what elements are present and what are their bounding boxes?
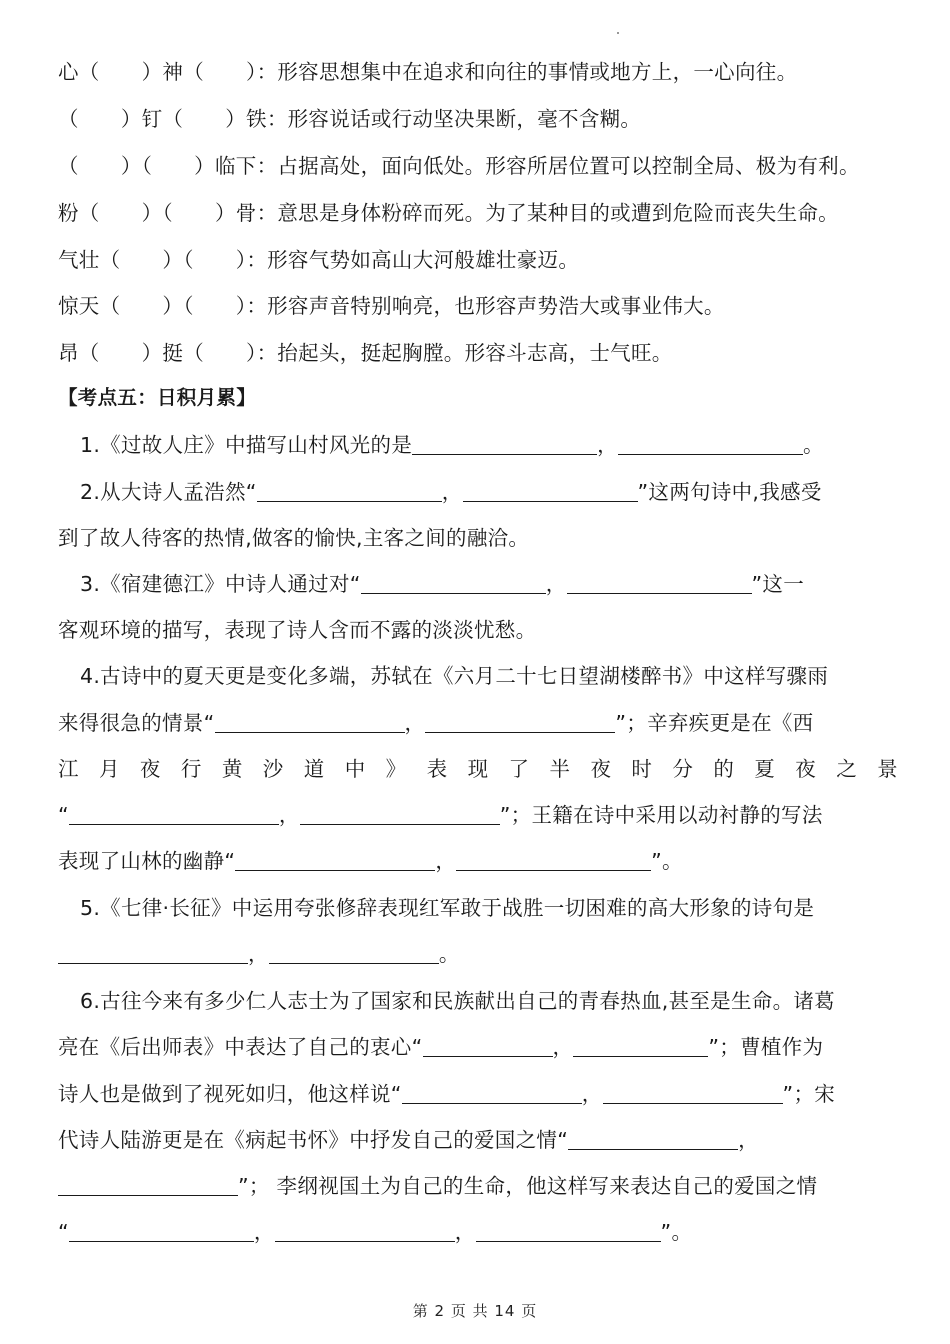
idiom-blank[interactable] <box>204 58 246 82</box>
idiom-line-2: （ ）钉（ ）铁：形容说话或行动坚决果断，毫不含糊。 <box>58 107 642 131</box>
idiom-blank[interactable] <box>173 199 215 223</box>
question-4-line-1: 4.古诗中的夏天更是变化多端，苏轼在《六月二十七日望湖楼醉书》中这样写骤雨 <box>80 664 829 688</box>
answer-blank[interactable] <box>69 800 279 825</box>
answer-blank[interactable] <box>423 1032 553 1057</box>
answer-blank[interactable] <box>618 430 803 455</box>
answer-blank[interactable] <box>402 1079 582 1104</box>
answer-blank[interactable] <box>567 569 752 594</box>
idiom-blank[interactable] <box>120 246 162 270</box>
answer-blank[interactable] <box>361 569 546 594</box>
question-2-line-1: 2.从大诗人孟浩然“ ， ”这两句诗中,我感受 <box>80 472 898 512</box>
answer-blank[interactable] <box>58 939 248 964</box>
answer-blank[interactable] <box>603 1079 783 1104</box>
idiom-line-7: 昂（ ）挺（ ）：抬起头，挺起胸膛。形容斗志高，士气旺。 <box>58 341 673 365</box>
question-1: 1.《过故人庄》中描写山村风光的是 ， 。 <box>80 425 898 465</box>
question-2-line-2: 到了故人待客的热情,做客的愉快,主客之间的融洽。 <box>58 526 530 550</box>
answer-blank[interactable] <box>425 708 615 733</box>
answer-blank[interactable] <box>476 1217 661 1242</box>
idiom-blank[interactable] <box>100 339 142 363</box>
idiom-blank[interactable] <box>204 339 246 363</box>
answer-blank[interactable] <box>300 800 500 825</box>
answer-blank[interactable] <box>215 708 405 733</box>
answer-blank[interactable] <box>573 1032 708 1057</box>
answer-blank[interactable] <box>412 430 597 455</box>
question-3-line-2: 客观环境的描写，表现了诗人含而不露的淡淡忧愁。 <box>58 618 537 642</box>
question-4-line-3: 江月夜行黄沙道中》表现了半夜时分的夏夜之景 <box>58 757 898 781</box>
question-5-line-2: ， 。 <box>58 934 898 974</box>
idiom-blank[interactable] <box>79 152 121 176</box>
page-number: 第 2 页 共 14 页 <box>412 1302 538 1320</box>
idiom-blank[interactable] <box>183 105 225 129</box>
answer-blank[interactable] <box>463 477 638 502</box>
idiom-line-3: （ ）（ ）临下：占据高处，面向低处。形容所居位置可以控制全局、极为有利。 <box>58 154 860 178</box>
question-3-line-1: 3.《宿建德江》中诗人通过对“ ， ”这一 <box>80 564 898 604</box>
idiom-blank[interactable] <box>79 105 121 129</box>
question-4-line-2: 来得很急的情景“ ， ”；辛弃疾更是在《西 <box>58 703 898 743</box>
answer-blank[interactable] <box>69 1217 254 1242</box>
idiom-line-6: 惊天（ ）（ ）：形容声音特别响亮，也形容声势浩大或事业伟大。 <box>58 294 725 318</box>
idiom-blank[interactable] <box>100 58 142 82</box>
answer-blank[interactable] <box>257 477 442 502</box>
answer-blank[interactable] <box>58 1171 238 1196</box>
idiom-blank[interactable] <box>194 292 236 316</box>
idiom-line-5: 气壮（ ）（ ）：形容气势如高山大河般雄壮豪迈。 <box>58 248 580 272</box>
answer-blank[interactable] <box>235 846 435 871</box>
question-6-line-6: “ ， ， ”。 <box>58 1212 898 1252</box>
idiom-blank[interactable] <box>194 246 236 270</box>
question-6-line-5: ”； 李纲视国土为自己的生命，他这样写来表达自己的爱国之情 <box>58 1166 898 1206</box>
answer-blank[interactable] <box>275 1217 455 1242</box>
question-6-line-3: 诗人也是做到了视死如归，他这样说“ ， ”；宋 <box>58 1074 898 1114</box>
answer-blank[interactable] <box>456 846 651 871</box>
section-title: 【考点五：日积月累】 <box>58 386 257 409</box>
question-6-line-1: 6.古往今来有多少仁人志士为了国家和民族献出自己的青春热血,甚至是生命。诸葛 <box>80 989 835 1013</box>
idiom-blank[interactable] <box>120 292 162 316</box>
question-4-line-4: “ ， ”；王籍在诗中采用以动衬静的写法 <box>58 795 898 835</box>
idiom-blank[interactable] <box>152 152 194 176</box>
question-5-line-1: 5.《七律·长征》中运用夸张修辞表现红军敢于战胜一切困难的高大形象的诗句是 <box>80 896 815 920</box>
idiom-line-1: 心（ ）神（ ）：形容思想集中在追求和向往的事情或地方上，一心向往。 <box>58 60 798 84</box>
question-6-line-4: 代诗人陆游更是在《病起书怀》中抒发自己的爱国之情“ ， <box>58 1120 898 1160</box>
question-4-line-5: 表现了山林的幽静“ ， ”。 <box>58 841 898 881</box>
answer-blank[interactable] <box>269 939 439 964</box>
scan-dot <box>617 32 619 34</box>
answer-blank[interactable] <box>568 1125 738 1150</box>
idiom-blank[interactable] <box>100 199 142 223</box>
question-6-line-2: 亮在《后出师表》中表达了自己的衷心“ ， ”；曹植作为 <box>58 1027 898 1067</box>
idiom-line-4: 粉（ ）（ ）骨：意思是身体粉碎而死。为了某种目的或遭到危险而丧失生命。 <box>58 201 839 225</box>
